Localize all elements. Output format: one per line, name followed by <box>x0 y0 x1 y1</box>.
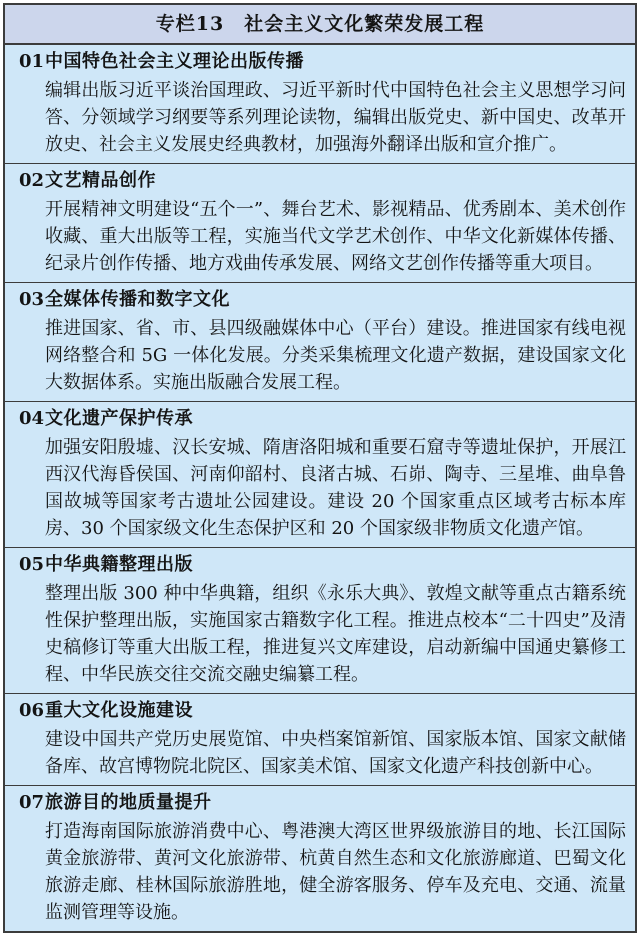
section-01 <box>5 45 635 163</box>
section-02 <box>5 163 635 282</box>
section-body: 开展精神文明建设“五个一”、舞台艺术、影视精品、优秀剧本、美术创作收藏、重大出版等工程，实施当代文学艺术创作、中华文化新媒体传播、纪录片创作传播、地方戏曲传承发展、网络文艺创作传播等重大项目。 <box>45 199 626 274</box>
section-header <box>19 167 626 194</box>
section-header <box>19 697 626 724</box>
section-title: 文化遗产保护传承 <box>45 408 193 429</box>
section-header <box>19 789 626 816</box>
section-body: 打造海南国际旅游消费中心、粤港澳大湾区世界级旅游目的地、长江国际黄金旅游带、黄河文化旅游带、杭黄自然生态和文化旅游廊道、巴蜀文化旅游走廊、桂林国际旅游胜地，健全游客服务、停车及充电、交通、流量监测管理等设施。 <box>45 821 626 923</box>
section-header <box>19 48 626 75</box>
box-title: 专栏13 社会主义文化繁荣发展工程 <box>5 5 635 45</box>
sections-list <box>5 45 635 931</box>
section-05 <box>5 547 635 693</box>
section-body: 建设中国共产党历史展览馆、中央档案馆新馆、国家版本馆、国家文献储备库、故宫博物院北院区、国家美术馆、国家文化遗产科技创新中心。 <box>45 729 626 777</box>
section-number: 03 <box>19 289 45 310</box>
section-title: 重大文化设施建设 <box>45 700 193 721</box>
section-title: 中国特色社会主义理论出版传播 <box>45 51 304 72</box>
section-body: 推进国家、省、市、县四级融媒体中心（平台）建设。推进国家有线电视网络整合和 5G 一体化发展。分类采集梳理文化遗产数据，建设国家文化大数据体系。实施出版融合发展工程。 <box>45 318 626 393</box>
section-title: 中华典籍整理出版 <box>45 554 193 575</box>
section-header <box>19 286 626 313</box>
section-04 <box>5 401 635 547</box>
section-body: 整理出版 300 种中华典籍，组织《永乐大典》、敦煌文献等重点古籍系统性保护整理出版，实施国家古籍数字化工程。推进点校本“二十四史”及清史稿修订等重大出版工程，推进复兴文库建设，启动新编中国通史纂修工程、中华民族交往交流交融史编纂工程。 <box>45 583 626 685</box>
section-number: 02 <box>19 170 45 191</box>
section-header <box>19 551 626 578</box>
section-number: 01 <box>19 51 45 72</box>
section-number: 06 <box>19 700 45 721</box>
section-number: 04 <box>19 408 45 429</box>
section-number: 07 <box>19 792 45 813</box>
plan-column-box <box>3 3 637 933</box>
section-06 <box>5 693 635 785</box>
section-03 <box>5 282 635 401</box>
section-title: 旅游目的地质量提升 <box>45 792 212 813</box>
section-title: 全媒体传播和数字文化 <box>45 289 230 310</box>
section-number: 05 <box>19 554 45 575</box>
section-body: 加强安阳殷墟、汉长安城、隋唐洛阳城和重要石窟寺等遗址保护，开展江西汉代海昏侯国、河南仰韶村、良渚古城、石峁、陶寺、三星堆、曲阜鲁国故城等国家考古遗址公园建设。建设 20 个国家重点区域考古标本库房、30 个国家级文化生态保护区和 20 个国家级非物质文化遗产馆。 <box>45 437 626 539</box>
section-header <box>19 405 626 432</box>
section-body: 编辑出版习近平谈治国理政、习近平新时代中国特色社会主义思想学习问答、分领域学习纲要等系列理论读物，编辑出版党史、新中国史、改革开放史、社会主义发展史经典教材，加强海外翻译出版和宣介推广。 <box>45 80 626 155</box>
section-07 <box>5 785 635 931</box>
section-title: 文艺精品创作 <box>45 170 156 191</box>
